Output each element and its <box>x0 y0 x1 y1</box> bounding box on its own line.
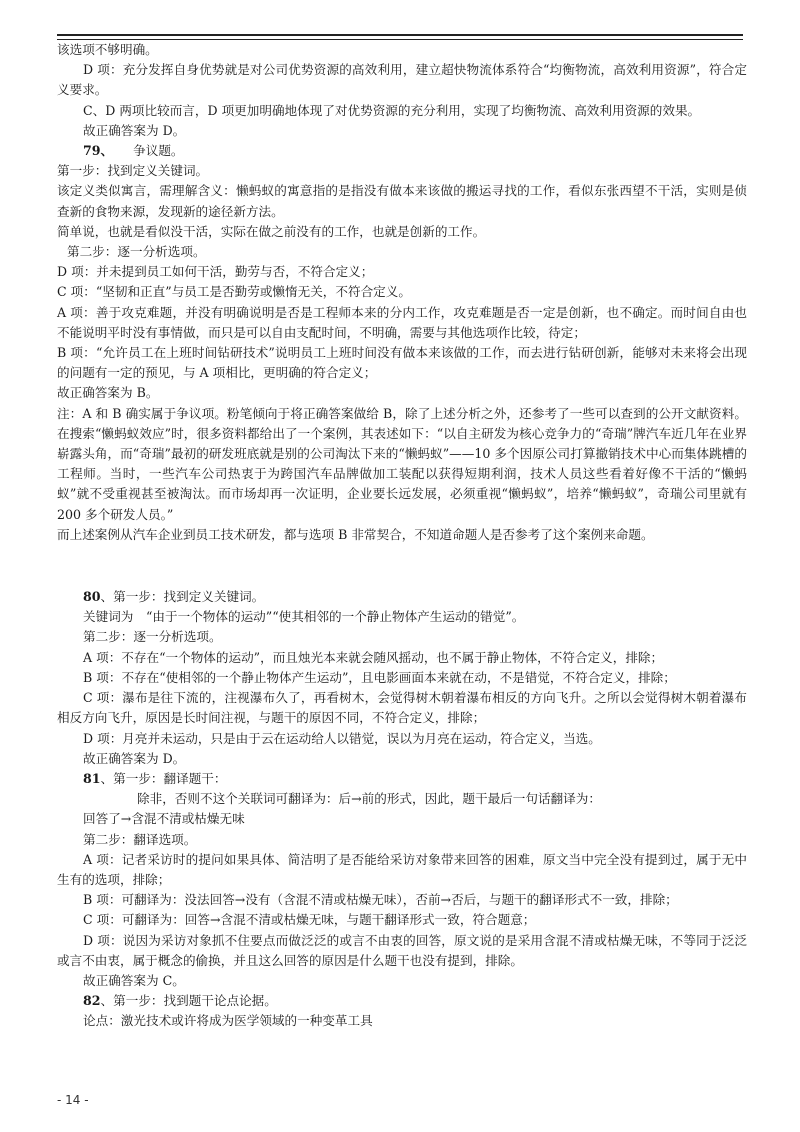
question-number: 81 <box>83 770 101 786</box>
paragraph: D 项：并未提到员工如何干活，勤劳与否，不符合定义； <box>57 264 374 280</box>
paragraph: D 项：充分发挥自身优势就是对公司优势资源的高效利用，建立超快物流体系符合“均衡物流，高效利用资源”，符合定义要求。 <box>57 62 747 98</box>
question-number: 80 <box>83 589 101 605</box>
paragraph: 故正确答案为 C。 <box>83 972 185 988</box>
question-number: 82 <box>83 993 101 1009</box>
paragraph: C 项：可翻译为：回答→含混不清或枯燥无味，与题干翻译形式一致，符合题意； <box>83 912 536 928</box>
paragraph: A 项：记者采访时的提问如果具体、简洁明了是否能给采访对象带来回答的困难，原文当中完全没有提到过，属于无中生有的选项，排除； <box>57 851 747 887</box>
paragraph: 该选项不够明确。 <box>57 42 158 57</box>
question-number: 79、 <box>83 143 114 159</box>
question-82-heading <box>57 991 747 1011</box>
paragraph: 第二步：逐一分析选项。 <box>67 244 206 260</box>
paragraph: A 项：善于攻克难题，并没有明确说明是否是工程师本来的分内工作，攻克难题是否一定是创新，也不确定。而时间自由也不能说明平时没有事情做，而只是可以自由支配时间，不明确，需要与其他选项作比较，待定； <box>57 304 747 340</box>
paragraph: 故正确答案为 B。 <box>57 385 159 401</box>
paragraph: B 项：不存在“使相邻的一个静止物体产生运动”，且电影画面本来就在动，不是错觉，不符合定义，排除； <box>83 669 676 685</box>
header-rule-thick <box>57 34 743 36</box>
paragraph: C 项：瀑布是往下流的，注视瀑布久了，再看树木，会觉得树木朝着瀑布相反的方向飞升。之所以会觉得树木朝着瀑布相反方向飞升，原因是长时间注视，与题干的原因不同，不符合定义，排除； <box>57 690 747 726</box>
paragraph: 第二步：逐一分析选项。 <box>83 629 222 645</box>
paragraph: 该定义类似寓言，需理解含义：懒蚂蚁的寓意指的是指没有做本来该做的搬运寻找的工作，看似东张西望不干活，实则是侦查新的食物来源，发现新的途径新方法。 <box>57 183 747 219</box>
paragraph: B 项：可翻译为：没法回答→没有（含混不清或枯燥无味），否前→否后，与题干的翻译形式不一致，排除； <box>83 892 678 908</box>
paragraph: 除非，否则不这个关联词可翻译为：后→前的形式，因此，题干最后一句话翻译为： <box>137 791 601 807</box>
paragraph: 论点：激光技术或许将成为医学领域的一种变革工具 <box>83 1013 373 1029</box>
question-title: 、第一步：翻译题干： <box>100 770 227 786</box>
document-body <box>57 40 747 1032</box>
question-title: 争议题。 <box>133 143 184 159</box>
paragraph: 回答了→含混不清或枯燥无味 <box>83 811 245 827</box>
paragraph: D 项：月亮并未运动，只是由于云在运动给人以错觉，误以为月亮在运动，符合定义，当选。 <box>83 730 601 746</box>
section-gap <box>57 545 747 587</box>
paragraph: 简单说，也就是看似没干活，实际在做之前没有的工作，也就是创新的工作。 <box>57 223 486 239</box>
paragraph: A 项：不存在“一个物体的运动”，而且烛光本来就会随风摇动，也不属于静止物体，不符合定义，排除； <box>83 649 664 665</box>
paragraph: 第一步：找到定义关键词。 <box>57 163 209 179</box>
question-title: 、第一步：找到题干论点论据。 <box>100 993 277 1009</box>
question-title: 、第一步：找到定义关键词。 <box>100 589 265 605</box>
paragraph: C 项：“坚韧和正直”与员工是否勤劳或懒惰无关，不符合定义。 <box>57 284 411 300</box>
paragraph: 而上述案例从汽车企业到员工技术研发，都与选项 B 非常契合，不知道命题人是否参考了这个案例来命题。 <box>57 526 654 542</box>
question-81-heading <box>57 769 747 789</box>
paragraph: D 项：说因为采访对象抓不住要点而做泛泛的或言不由衷的回答，原文说的是采用含混不清或枯燥无味，不等同于泛泛或言不由衷，属于概念的偷换，并且这么回答的原因是什么题干也没有提到，排除。 <box>57 932 747 968</box>
paragraph: 故正确答案为 D。 <box>83 750 186 766</box>
paragraph: 第二步：翻译选项。 <box>83 831 197 847</box>
question-79-heading <box>57 141 747 161</box>
paragraph: B 项：“允许员工在上班时间钻研技术”说明员工上班时间没有做本来该做的工作，而去进行钻研创新，能够对未来将会出现的问题有一定的预见，与 A 项相比，更明确的符合定义； <box>57 345 747 381</box>
question-80-heading <box>57 587 747 607</box>
paragraph: 关键词为 “由于一个物体的运动”“使其相邻的一个静止物体产生运动的错觉”。 <box>83 609 525 625</box>
page-number: - 14 - <box>57 1093 89 1107</box>
paragraph: 故正确答案为 D。 <box>83 122 186 138</box>
note-paragraph: 注：A 和 B 确实属于争议项。粉笔倾向于将正确答案做给 B，除了上述分析之外，还参考了一些可以查到的公开文献资料。在搜索“懒蚂蚁效应”时，很多资料都给出了一个案例，其表述如下：“以自主研发为核心竞争力的“奇瑞”牌汽车近几年在业界崭露头角，而“奇瑞”最初的研发班底就是别的公司淘汰下来的“懒蚂蚁”——10 多个因原公司打算撤销技术中心而集体跳槽的工程师。当时，一些汽车公司热衷于为跨国汽车品牌做加工装配以获得短期利润，技术人员这些看着好像不干活的“懒蚂蚁”就不受重视甚至被淘汰。而市场却再一次证明，企业要长远发展，必须重视“懒蚂蚁”，培养“懒蚂蚁”，奇瑞公司里就有 200 多个研发人员。” <box>57 405 747 522</box>
paragraph: C、D 两项比较而言，D 项更加明确地体现了对优势资源的充分利用，实现了均衡物流、高效利用资源的效果。 <box>83 102 701 118</box>
